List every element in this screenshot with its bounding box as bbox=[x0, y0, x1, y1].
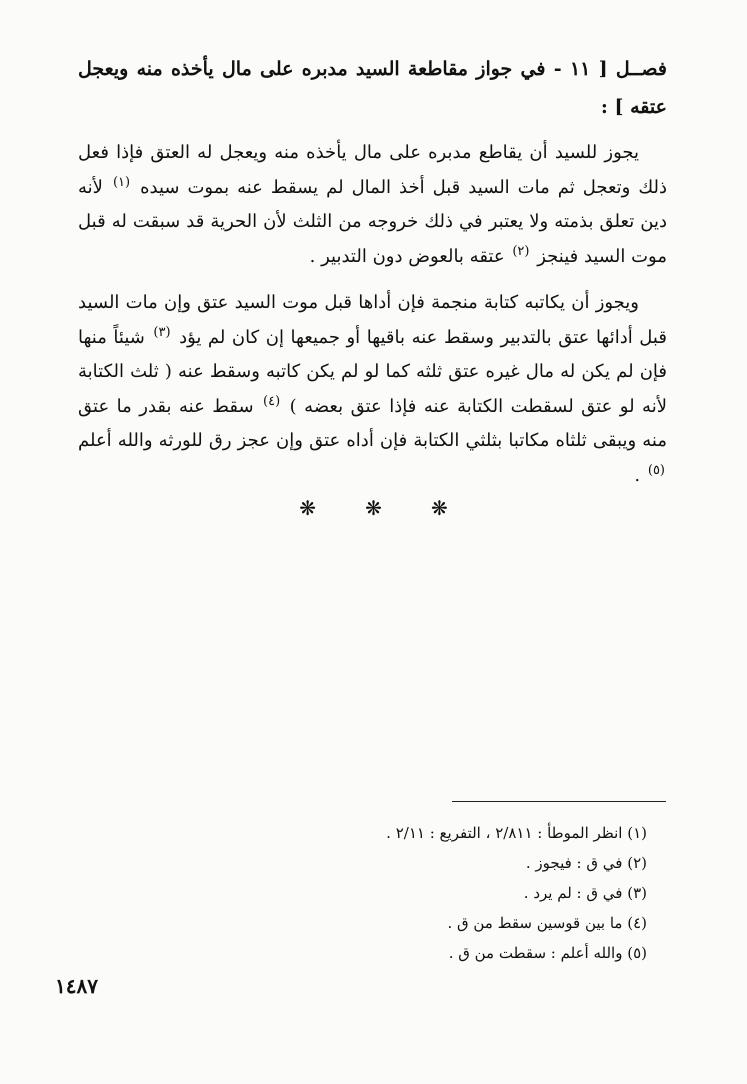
separator-asterisk-icon: ❋ bbox=[299, 496, 317, 520]
paragraph-1 bbox=[78, 136, 667, 274]
paragraph-1-text-b: لأنه دين تعلق بذمته ولا يعتبر في ذلك خروجه من الثلث لأن الحرية قد سبقت له قبل موت السيد فينجز bbox=[78, 176, 668, 267]
footnote-marker-5: (٥) bbox=[647, 462, 665, 478]
paragraph-1-text-c: عتقه بالعوض دون التدبير . bbox=[309, 245, 505, 267]
paragraph-2-text-b: شيئاً منها فإن لم يكن له مال غيره عتق ثلثه كما لو لم يكن كاتبه وسقط عنه ( ثلث الكتابة لأنه لو عتق لسقطت الكتابة عنه فإذا عتق بعضه ) bbox=[78, 326, 667, 417]
paragraph-1-text-a: يجوز للسيد أن يقاطع مدبره على مال يأخذه منه ويعجل له العتق فإذا فعل ذلك وتعجل ثم مات السيد قبل أخذ المال لم يسقط عنه بموت سيده bbox=[78, 142, 667, 198]
paragraph-2-text-c: سقط عنه بقدر ما عتق منه ويبقى ثلثاه مكاتبا بثلثي الكتابة فإن أداه عتق وإن عجز رق للورثه والله أعلم bbox=[78, 395, 667, 451]
separator-asterisk-icon: ❋ bbox=[365, 496, 382, 520]
footnote-marker-4: (٤) bbox=[263, 393, 281, 409]
footnote-4: (٤) ما بين قوسين سقط من ق . bbox=[447, 914, 647, 932]
footnote-marker-3: (٣) bbox=[153, 324, 171, 340]
footnote-2: (٢) في ق : فيجوز . bbox=[525, 854, 647, 872]
footnote-marker-1: (١) bbox=[112, 174, 131, 190]
paragraph-2 bbox=[78, 286, 667, 493]
footnote-3: (٣) في ق : لم يرد . bbox=[523, 884, 647, 902]
main-text bbox=[78, 50, 667, 505]
footnote-divider bbox=[452, 801, 666, 802]
footnote-5: (٥) والله أعلم : سقطت من ق . bbox=[448, 944, 647, 962]
separator-asterisk-icon: ❋ bbox=[430, 496, 448, 520]
footnotes-list bbox=[267, 818, 647, 968]
page-number: ١٤٨٧ bbox=[55, 974, 98, 998]
footnote-1: (١) انظر الموطأ : ٢/٨١١ ، التفريع : ٢/١١ . bbox=[386, 824, 647, 842]
footnote-marker-2: (٢) bbox=[512, 243, 530, 259]
paragraph-2-text-a: ويجوز أن يكاتبه كتابة منجمة فإن أداها قبل موت السيد عتق وإن مات السيد قبل أدائها عتق بالتدبير وسقط عنه باقيها أو جميعها إن كان لم يؤد bbox=[78, 292, 667, 348]
section-title: فصــل [ ١١ - في جواز مقاطعة السيد مدبره على مال يأخذه منه ويعجل عتقه ] : bbox=[78, 58, 667, 118]
paragraph-2-text-d: . bbox=[634, 464, 641, 486]
section-separator bbox=[0, 496, 747, 520]
